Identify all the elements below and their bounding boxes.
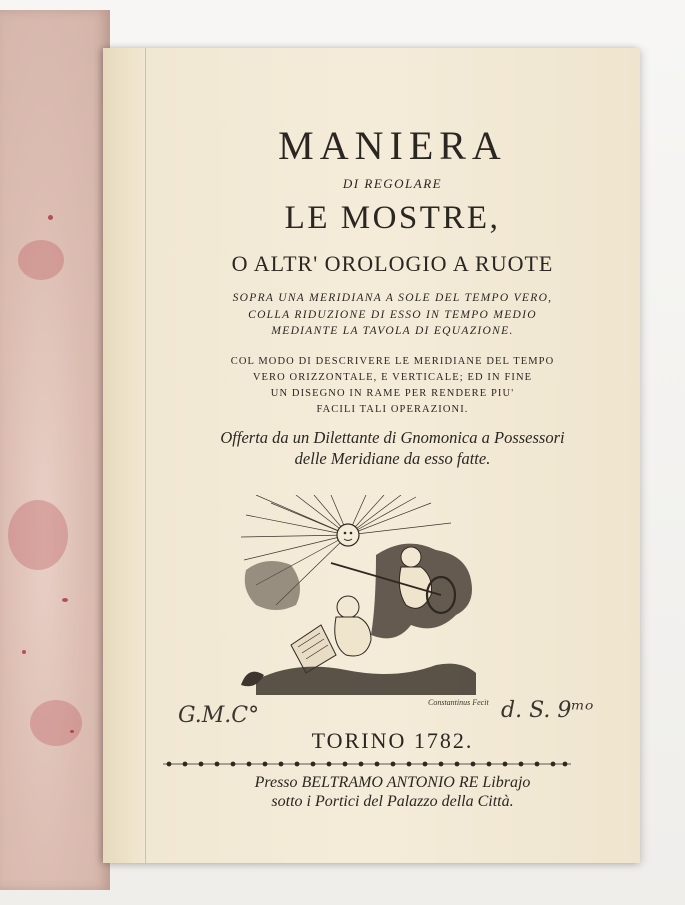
offering-line: Offerta da un Dilettante di Gnomonica a Possessori xyxy=(220,428,565,447)
open-book-icon xyxy=(291,625,336,673)
cherub-head-icon xyxy=(337,596,359,618)
printers-ornament-rule xyxy=(163,758,571,770)
engraver-signature: Constantinus Fecit xyxy=(428,698,489,707)
speck xyxy=(48,215,53,220)
cherub-body-icon xyxy=(335,617,371,656)
imprint-place-date: TORINO 1782. xyxy=(311,728,474,753)
title-connector: DI REGOLARE xyxy=(342,176,443,191)
speck xyxy=(62,598,68,602)
description-line: SOPRA UNA MERIDIANA A SOLE DEL TEMPO VERO, xyxy=(232,292,553,304)
method-line: COL MODO DI DESCRIVERE LE MERIDIANE DEL TEMPO xyxy=(230,356,555,367)
description-line: COLLA RIDUZIONE DI ESSO IN TEMPO MEDIO xyxy=(248,309,537,321)
method-line: FACILI TALI OPERAZIONI. xyxy=(316,404,469,415)
method-line: VERO ORIZZONTALE, E VERTICALE; ED IN FINE xyxy=(252,372,533,383)
title-page xyxy=(103,48,640,863)
cherub-head-icon xyxy=(401,547,421,567)
cloud-icon xyxy=(245,561,300,610)
speck xyxy=(22,650,26,654)
description-line: MEDIANTE LA TAVOLA DI EQUAZIONE. xyxy=(271,325,514,337)
publisher-address: sotto i Portici del Palazzo della Città. xyxy=(271,793,514,810)
handwritten-initials: G.M.C° xyxy=(178,703,260,728)
stain xyxy=(30,700,82,746)
speck xyxy=(70,730,74,733)
page-gutter xyxy=(103,48,146,863)
stain xyxy=(8,500,68,570)
sun-icon xyxy=(337,524,359,546)
title-line-3: O ALTR' OROLOGIO A RUOTE xyxy=(231,251,554,276)
book-cover-edge xyxy=(0,10,110,890)
stain xyxy=(18,240,64,280)
title-line-2: LE MOSTRE, xyxy=(284,200,501,236)
handwritten-note: d. S. 9ᵐᵒ xyxy=(501,698,594,723)
ground-icon xyxy=(256,664,476,695)
offering-line: delle Meridiane da esso fatte. xyxy=(294,449,491,468)
engraving-illustration xyxy=(236,495,481,695)
book-title: MANIERA xyxy=(278,123,507,168)
publisher-line: Presso BELTRAMO ANTONIO RE Librajo xyxy=(254,774,531,791)
method-line: UN DISEGNO IN RAME PER RENDERE PIU' xyxy=(270,388,515,399)
